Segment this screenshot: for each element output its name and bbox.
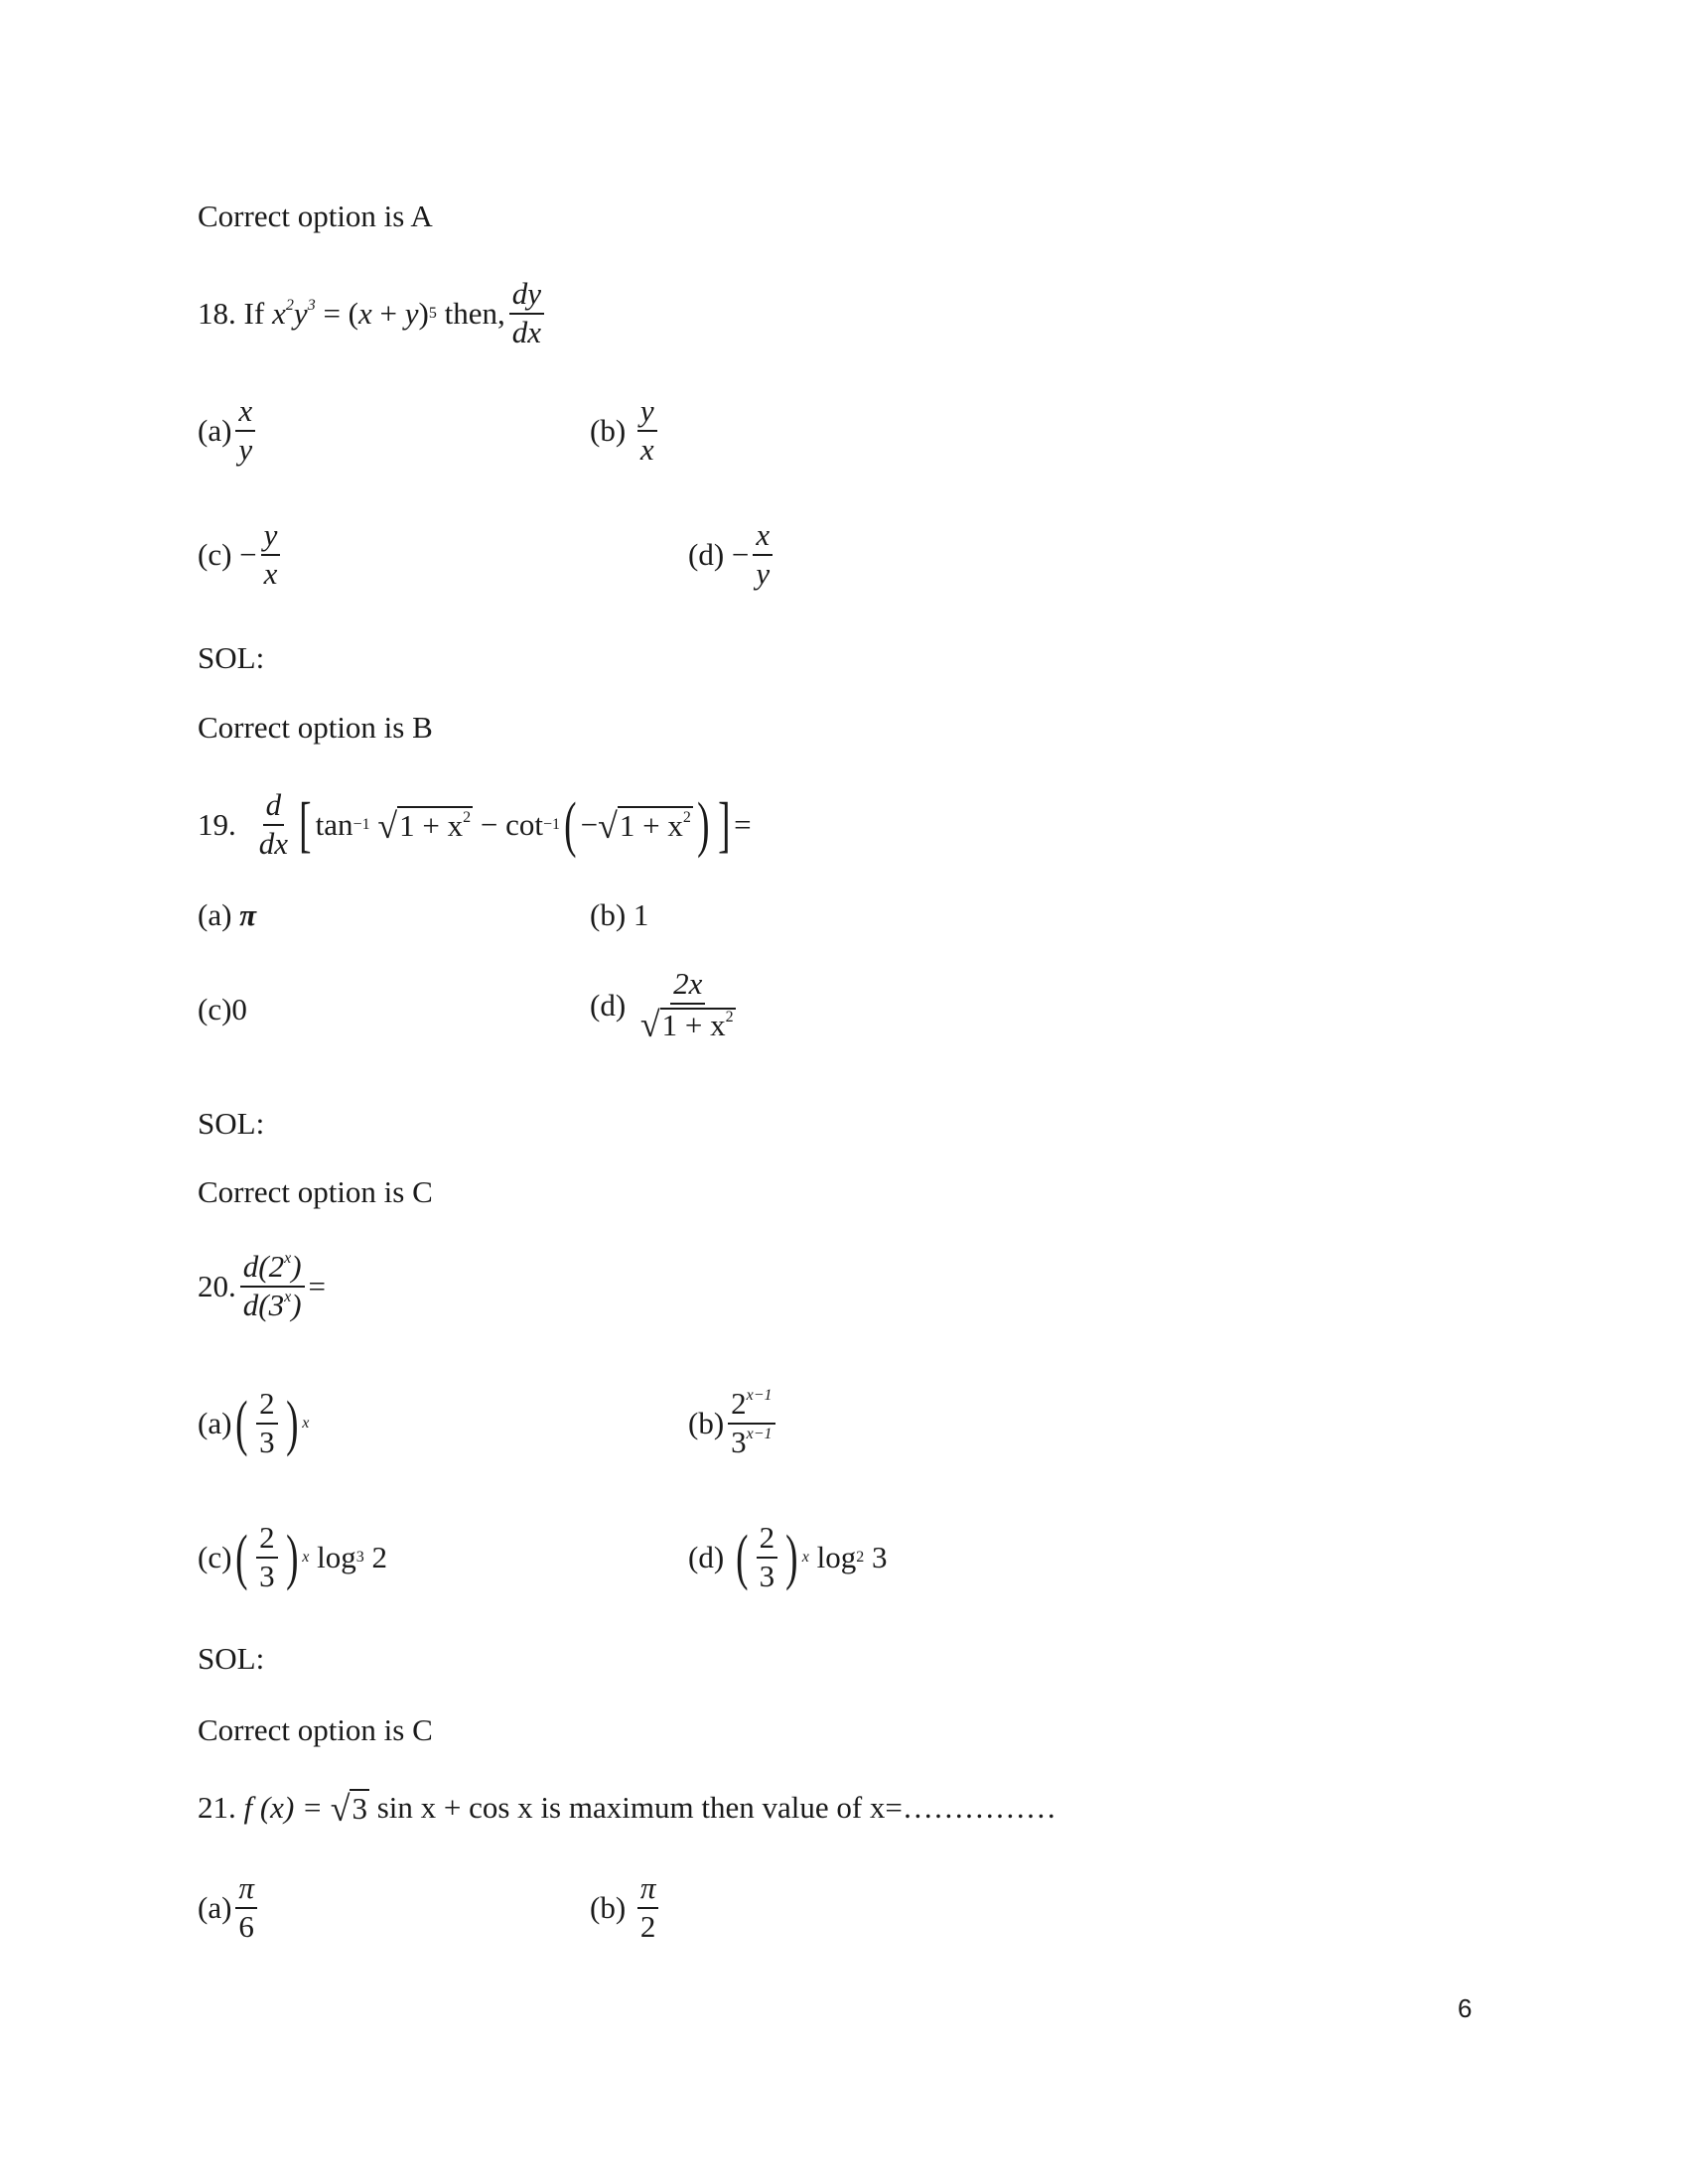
option-label: (a) [198, 897, 232, 932]
option-label: (b) [590, 897, 627, 932]
option-d: (d) ( $\frac{2}{3}$ ) x log 2 3 [688, 1520, 888, 1593]
function-rhs: sin x + cos x [376, 1790, 533, 1825]
option-d: (d) 2x √ $1 + x^2$ [590, 966, 734, 1044]
frac-num: x [753, 519, 773, 556]
option-value: 1 [633, 897, 649, 932]
question-19: 19. $\frac{d}{dx}$ [ tan −1 √ $1 + x^2$ − cot −1 ( − √ $1 + x^2$ ) ] = [198, 787, 752, 861]
question-18: 18. If $x^2y^3$ = ( x + y ) 5 then, $\frac{dy}{dx}$ [198, 278, 548, 348]
frac-den: 6 [238, 1908, 254, 1944]
option-label: (b) [688, 1405, 725, 1440]
question-21: 21. f (x) = √ 3 sin x + cos x is maximum then value of x=…………… [198, 1789, 1056, 1829]
radicand: 1 + x [619, 807, 683, 843]
option-a [198, 1872, 261, 1943]
option-a [198, 897, 256, 933]
option-b [688, 1388, 779, 1458]
option-d [688, 519, 776, 590]
minus-sign: − [239, 536, 257, 572]
question-20: 20. $\frac{d(2^x)}{d(3^x)}$ = [198, 1249, 326, 1322]
tan-text: tan [315, 806, 353, 842]
log-text: log [816, 1539, 857, 1574]
minus-sign: − [731, 536, 750, 572]
frac-den: x [639, 431, 654, 467]
option-label: (d) [688, 1539, 725, 1574]
option-c [198, 992, 247, 1027]
frac-den: 3 [731, 1424, 747, 1459]
solution-label: SOL: [198, 640, 265, 675]
frac-num: y [261, 519, 281, 556]
log-arg: 2 [371, 1539, 387, 1574]
cot-text: cot [505, 806, 543, 842]
frac-den: 2 [639, 1908, 656, 1944]
exponent: x−1 [746, 1425, 773, 1442]
log-base: 3 [355, 1548, 364, 1566]
option-label: (b) [590, 412, 627, 448]
equals-sign: = [734, 806, 752, 842]
frac-num: π [637, 1872, 659, 1909]
option-label: (c) [198, 536, 232, 572]
option-label: (b) [590, 1889, 627, 1925]
frac-den: y [756, 555, 771, 591]
question-number: 20. [198, 1268, 236, 1303]
frac-num: y [637, 395, 657, 432]
option-label: (c) [198, 992, 232, 1026]
option-label: (a) [198, 1889, 232, 1925]
frac-den: dx [511, 314, 541, 349]
option-c: (c) ( $\frac{2}{3}$ ) x log 3 2 [198, 1520, 387, 1593]
frac-den: x [263, 555, 278, 591]
option-b [590, 395, 661, 466]
frac-den: dx [258, 825, 289, 861]
frac-den: d(3 [242, 1287, 285, 1322]
option-label: (c) [198, 1539, 232, 1574]
inverse-sup: −1 [542, 815, 560, 833]
inverse-sup: −1 [352, 815, 370, 833]
option-label: (a) [198, 412, 232, 448]
option-b [590, 1872, 662, 1943]
solution-label: SOL: [198, 1641, 265, 1676]
answer-line: Correct option is C [198, 1712, 433, 1747]
frac-num: π [235, 1872, 257, 1909]
radicand: 1 + x [399, 807, 464, 843]
log-base: 2 [856, 1548, 865, 1566]
then-text: then, [444, 295, 505, 331]
option-label: (d) [590, 987, 627, 1023]
option-label: (d) [688, 536, 725, 572]
page-number: 6 [1458, 1993, 1473, 2023]
answer-line: Correct option is B [198, 710, 433, 745]
equals-sign: = [308, 1268, 326, 1303]
question-number: 21. [198, 1790, 236, 1825]
option-b [590, 897, 648, 933]
answer-line: Correct option is A [198, 199, 433, 233]
option-a: (a) ( $\frac{2}{3}$ ) x [198, 1386, 310, 1459]
frac-num: 2 [731, 1386, 747, 1421]
log-arg: 3 [871, 1539, 888, 1574]
log-text: log [317, 1539, 356, 1574]
solution-label: SOL: [198, 1106, 265, 1141]
option-value: 0 [231, 992, 247, 1026]
frac-den: y [238, 431, 253, 467]
question-number: 18. If [198, 295, 265, 331]
frac-num: x [235, 395, 255, 432]
frac-num: d(2 [242, 1249, 285, 1284]
frac-num: dy [509, 278, 544, 315]
answer-line: Correct option is C [198, 1174, 433, 1209]
question-text: is maximum then value of x=…………… [540, 1790, 1056, 1825]
frac-num: 2x [670, 968, 705, 1005]
option-value: π [239, 897, 257, 932]
frac-num: d [263, 789, 285, 826]
exponent: x−1 [746, 1387, 773, 1404]
function-lhs: f (x) = [243, 1790, 323, 1825]
question-number: 19. [198, 806, 236, 842]
option-label: (a) [198, 1405, 232, 1440]
radicand: 1 + x [661, 1008, 726, 1042]
radicand: 3 [352, 1791, 367, 1826]
option-c [198, 519, 284, 590]
option-a [198, 395, 259, 466]
